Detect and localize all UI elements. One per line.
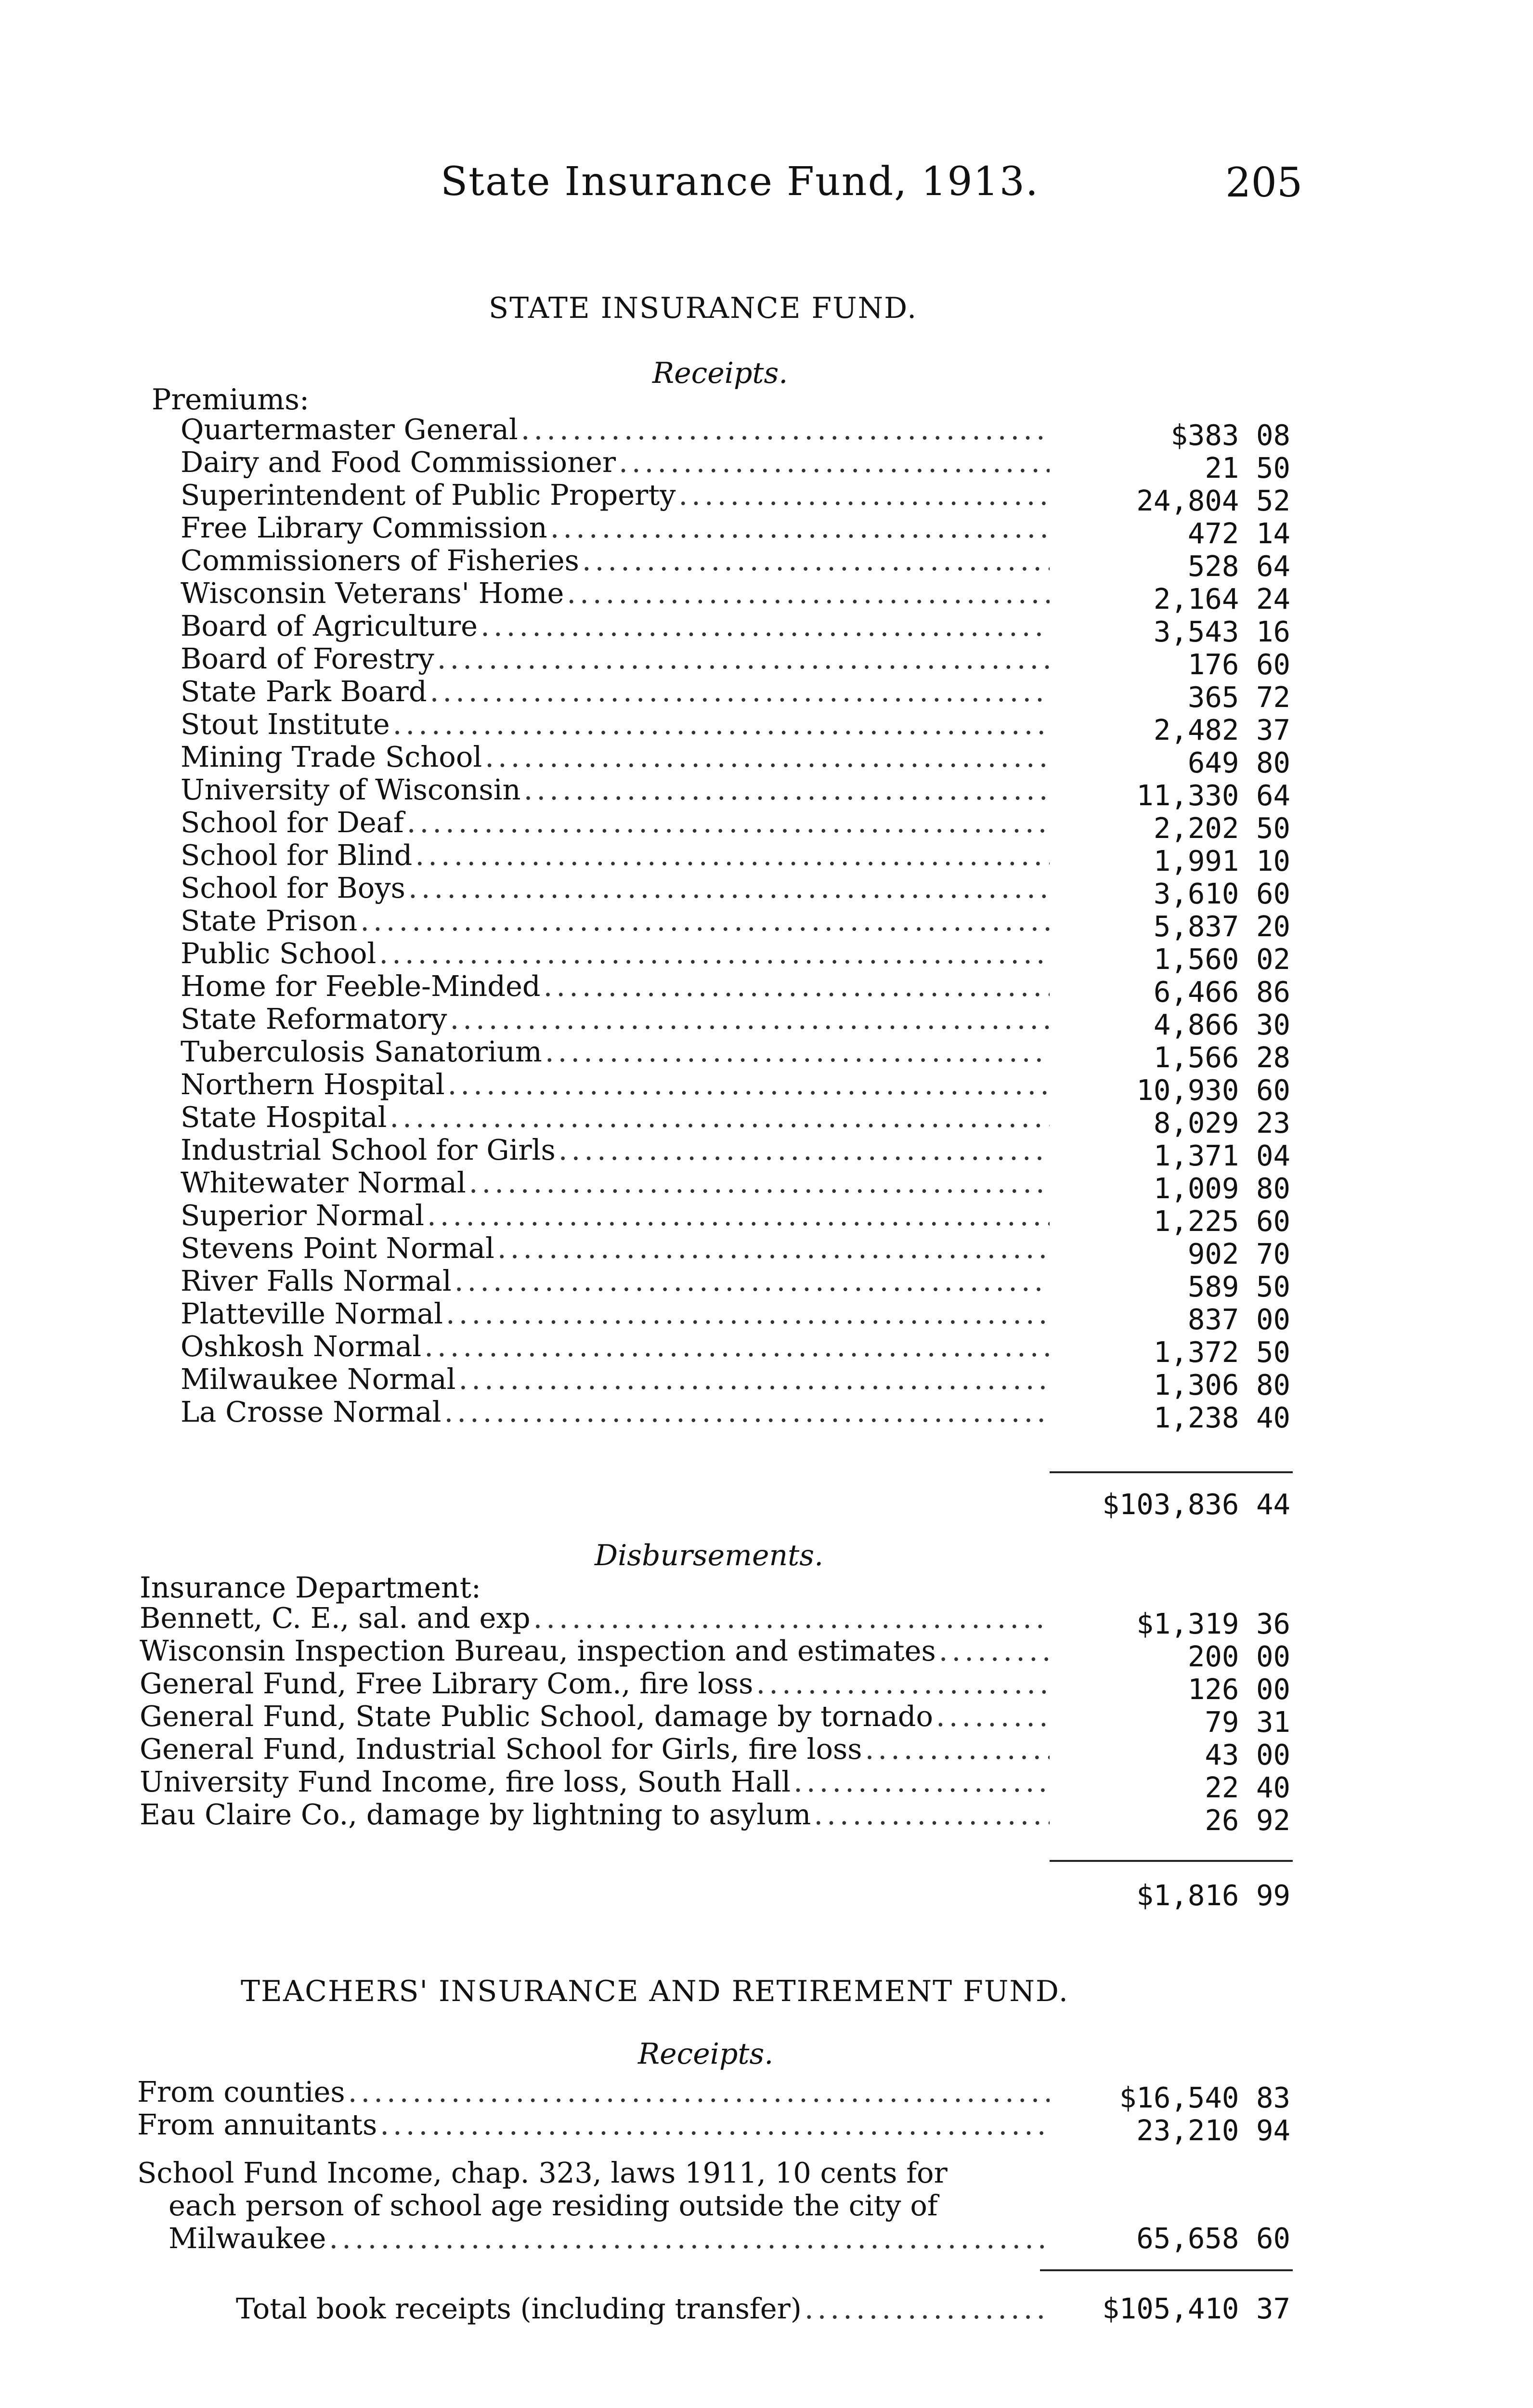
ledger-row [181, 1297, 1050, 1330]
dot-leader [427, 1199, 1050, 1232]
row-label: Mining Trade School [181, 740, 482, 773]
row-amount: 1,238 40 [1153, 1401, 1290, 1434]
ledger-row [181, 1232, 1050, 1265]
ledger-row [140, 1733, 1050, 1766]
row-label: Superintendent of Public Property [181, 478, 676, 511]
row-amount: 5,837 20 [1153, 910, 1290, 943]
row-amount: 26 92 [1205, 1804, 1290, 1837]
row-label: Wisconsin Veterans' Home [181, 576, 564, 610]
row-amount: 176 60 [1187, 648, 1290, 681]
ledger-row [140, 1798, 1050, 1831]
state-fund-title: STATE INSURANCE FUND. [489, 291, 918, 325]
row-label: Tuberculosis Sanatorium [181, 1035, 542, 1068]
ledger-row [181, 1035, 1050, 1068]
row-label: University of Wisconsin [181, 773, 521, 806]
ledger-row [181, 544, 1050, 577]
ledger-row [140, 1667, 1050, 1700]
row-amount: 472 14 [1187, 517, 1290, 550]
dot-leader [415, 839, 1050, 872]
school-fund-amount: 65,658 60 [1136, 2222, 1290, 2255]
ledger-row [181, 1199, 1050, 1232]
dot-leader [481, 610, 1050, 642]
teachers-total-line [236, 2292, 1050, 2325]
dot-leader [360, 904, 1050, 937]
dot-leader [936, 1700, 1050, 1733]
teachers-fund-title: TEACHERS' INSURANCE AND RETIREMENT FUND. [241, 1975, 1069, 2008]
disbursements-heading: Disbursements. [595, 1539, 824, 1572]
ledger-row [181, 1396, 1050, 1428]
row-label: Milwaukee Normal [181, 1362, 456, 1396]
row-label: State Park Board [181, 675, 427, 708]
row-amount: 2,202 50 [1153, 811, 1290, 845]
receipts-total: $103,836 44 [1102, 1488, 1290, 1521]
row-label: School for Deaf [181, 806, 404, 839]
row-label: Bennett, C. E., sal. and exp [140, 1601, 531, 1635]
row-amount: 2,482 37 [1153, 713, 1290, 746]
row-amount: 1,991 10 [1153, 844, 1290, 877]
dot-leader [545, 1035, 1050, 1068]
dot-leader [444, 1396, 1050, 1428]
teachers-total-amount: $105,410 37 [1102, 2292, 1290, 2325]
dot-leader [619, 446, 1050, 479]
row-amount: 3,543 16 [1153, 615, 1290, 648]
row-label: State Reformatory [181, 1002, 447, 1035]
dot-leader [793, 1766, 1050, 1798]
dot-leader [497, 1232, 1050, 1265]
dot-leader [485, 741, 1050, 773]
row-amount: 11,330 64 [1136, 779, 1290, 812]
row-label: General Fund, Industrial School for Girls, fire loss [140, 1732, 862, 1766]
dot-leader [567, 577, 1050, 610]
ledger-row [181, 1068, 1050, 1101]
row-label: Eau Claire Co., damage by lightning to asylum [140, 1798, 811, 1831]
row-amount: 22 40 [1205, 1771, 1290, 1804]
ledger-row [181, 577, 1050, 610]
dot-leader [524, 773, 1050, 806]
row-label: Wisconsin Inspection Bureau, inspection and estimates [140, 1634, 936, 1667]
dot-leader [469, 1166, 1050, 1199]
dot-leader [407, 806, 1050, 839]
ledger-row [181, 839, 1050, 872]
ledger-row [181, 1003, 1050, 1035]
ledger-row [181, 1134, 1050, 1166]
row-amount: 2,164 24 [1153, 582, 1290, 615]
dot-leader [393, 708, 1050, 741]
dot-leader [521, 413, 1050, 446]
row-amount: 79 31 [1205, 1705, 1290, 1739]
dot-leader [805, 2292, 1050, 2325]
row-amount: 23,210 94 [1136, 2114, 1290, 2147]
school-fund-label: Milwaukee [169, 2222, 326, 2255]
row-label: La Crosse Normal [181, 1395, 442, 1428]
ledger-row [140, 1766, 1050, 1798]
dot-leader [437, 642, 1050, 675]
row-label: From annuitants [137, 2108, 377, 2141]
ledger-row [181, 970, 1050, 1003]
row-label: Dairy and Food Commissioner [181, 445, 616, 479]
row-label: Stout Institute [181, 707, 390, 741]
dot-leader [430, 675, 1050, 708]
row-amount: 1,371 04 [1153, 1139, 1290, 1172]
row-label: Quartermaster General [181, 413, 518, 446]
ledger-row [181, 1101, 1050, 1134]
ledger-row [181, 1265, 1050, 1297]
dot-leader [348, 2076, 1050, 2108]
ledger-row [181, 1363, 1050, 1396]
row-label: Free Library Commission [181, 511, 547, 544]
row-label: Platteville Normal [181, 1297, 443, 1330]
teachers-total-rule [1040, 2269, 1293, 2271]
row-label: School for Boys [181, 871, 405, 904]
ledger-row [181, 937, 1050, 970]
row-amount: 1,306 80 [1153, 1368, 1290, 1401]
ledger-row [137, 2108, 1050, 2141]
ledger-row [181, 708, 1050, 741]
row-label: Commissioners of Fisheries [181, 544, 579, 577]
dot-leader [329, 2222, 1050, 2255]
dot-leader [450, 1003, 1050, 1035]
dot-leader [459, 1363, 1050, 1396]
ledger-row [181, 413, 1050, 446]
dot-leader [379, 937, 1050, 970]
row-amount: 1,009 80 [1153, 1172, 1290, 1205]
school-fund-line-2: each person of school age residing outside the city of [169, 2189, 938, 2222]
ledger-row [181, 642, 1050, 675]
row-label: Whitewater Normal [181, 1166, 466, 1199]
ledger-row [181, 511, 1050, 544]
row-label: Board of Forestry [181, 642, 434, 675]
row-amount: $16,540 83 [1119, 2081, 1290, 2114]
row-amount: 1,225 60 [1153, 1204, 1290, 1238]
dot-leader [446, 1297, 1050, 1330]
ledger-row [181, 479, 1050, 511]
row-amount: 1,566 28 [1153, 1041, 1290, 1074]
ledger-row [140, 1700, 1050, 1733]
dot-leader [544, 970, 1050, 1003]
row-amount: 649 80 [1187, 746, 1290, 779]
dot-leader [939, 1635, 1050, 1667]
row-amount: 10,930 60 [1136, 1073, 1290, 1107]
running-title: State Insurance Fund, 1913. [441, 159, 1039, 205]
row-label: General Fund, State Public School, damage by tornado [140, 1700, 933, 1733]
dot-leader [756, 1667, 1050, 1700]
ledger-row [181, 675, 1050, 708]
row-amount: 8,029 23 [1153, 1106, 1290, 1139]
row-amount: 837 00 [1187, 1303, 1290, 1336]
row-label: General Fund, Free Library Com., fire loss [140, 1667, 754, 1700]
receipts-total-rule [1050, 1471, 1293, 1473]
row-label: Superior Normal [181, 1199, 424, 1232]
premiums-label: Premiums: [152, 383, 310, 417]
row-label: Oshkosh Normal [181, 1330, 422, 1363]
dot-leader [424, 1330, 1050, 1363]
dot-leader [390, 1101, 1050, 1134]
dot-leader [559, 1134, 1050, 1166]
row-label: State Prison [181, 904, 358, 937]
teachers-total-label: Total book receipts (including transfer) [236, 2292, 802, 2325]
ledger-row [181, 904, 1050, 937]
dot-leader [678, 479, 1050, 511]
row-amount: 126 00 [1187, 1673, 1290, 1706]
ledger-row [181, 1166, 1050, 1199]
row-amount: 43 00 [1205, 1738, 1290, 1771]
row-amount: 21 50 [1205, 451, 1290, 484]
dot-leader [455, 1265, 1050, 1297]
row-amount: 6,466 86 [1153, 975, 1290, 1008]
dot-leader [533, 1602, 1050, 1635]
row-label: University Fund Income, fire loss, South Hall [140, 1765, 791, 1798]
row-label: Public School [181, 937, 377, 970]
row-amount: 3,610 60 [1153, 877, 1290, 910]
page-number: 205 [1225, 159, 1303, 206]
row-amount: 528 64 [1187, 550, 1290, 583]
row-amount: 24,804 52 [1136, 484, 1290, 517]
row-label: River Falls Normal [181, 1264, 452, 1297]
ledger-row [137, 2076, 1050, 2108]
row-amount: 902 70 [1187, 1237, 1290, 1270]
ledger-row [140, 1602, 1050, 1635]
row-label: Industrial School for Girls [181, 1133, 556, 1166]
disbursements-total: $1,816 99 [1136, 1879, 1290, 1912]
state-receipts-heading: Receipts. [652, 356, 788, 390]
dot-leader [550, 511, 1050, 544]
row-label: Stevens Point Normal [181, 1231, 494, 1265]
dot-leader [448, 1068, 1050, 1101]
row-amount: 1,560 02 [1153, 942, 1290, 976]
ledger-row [181, 741, 1050, 773]
school-fund-line-1: School Fund Income, chap. 323, laws 1911, 10 cents for [137, 2156, 948, 2189]
row-label: Northern Hospital [181, 1068, 445, 1101]
insurance-dept-label: Insurance Department: [140, 1571, 481, 1605]
row-amount: $383 08 [1170, 419, 1290, 452]
teachers-receipts-heading: Receipts. [638, 2037, 774, 2071]
dot-leader [814, 1798, 1050, 1831]
ledger-row [181, 773, 1050, 806]
row-label: School for Blind [181, 838, 413, 872]
ledger-row [181, 610, 1050, 642]
ledger-row [181, 806, 1050, 839]
row-amount: $1,319 36 [1136, 1607, 1290, 1640]
ledger-row [181, 446, 1050, 479]
row-label: From counties [137, 2075, 345, 2108]
ledger-row [181, 872, 1050, 904]
dot-leader [582, 544, 1050, 577]
ledger-row [181, 1330, 1050, 1363]
ledger-row [140, 1635, 1050, 1667]
dot-leader [380, 2108, 1050, 2141]
row-amount: 365 72 [1187, 681, 1290, 714]
dot-leader [408, 872, 1050, 904]
row-label: Board of Agriculture [181, 609, 478, 642]
disbursements-total-rule [1050, 1860, 1293, 1862]
row-amount: 200 00 [1187, 1640, 1290, 1673]
row-amount: 4,866 30 [1153, 1008, 1290, 1041]
row-amount: 1,372 50 [1153, 1335, 1290, 1369]
dot-leader [865, 1733, 1050, 1766]
row-label: Home for Feeble-Minded [181, 969, 541, 1003]
row-label: State Hospital [181, 1100, 387, 1134]
row-amount: 589 50 [1187, 1270, 1290, 1303]
school-fund-line-3 [169, 2222, 1050, 2255]
